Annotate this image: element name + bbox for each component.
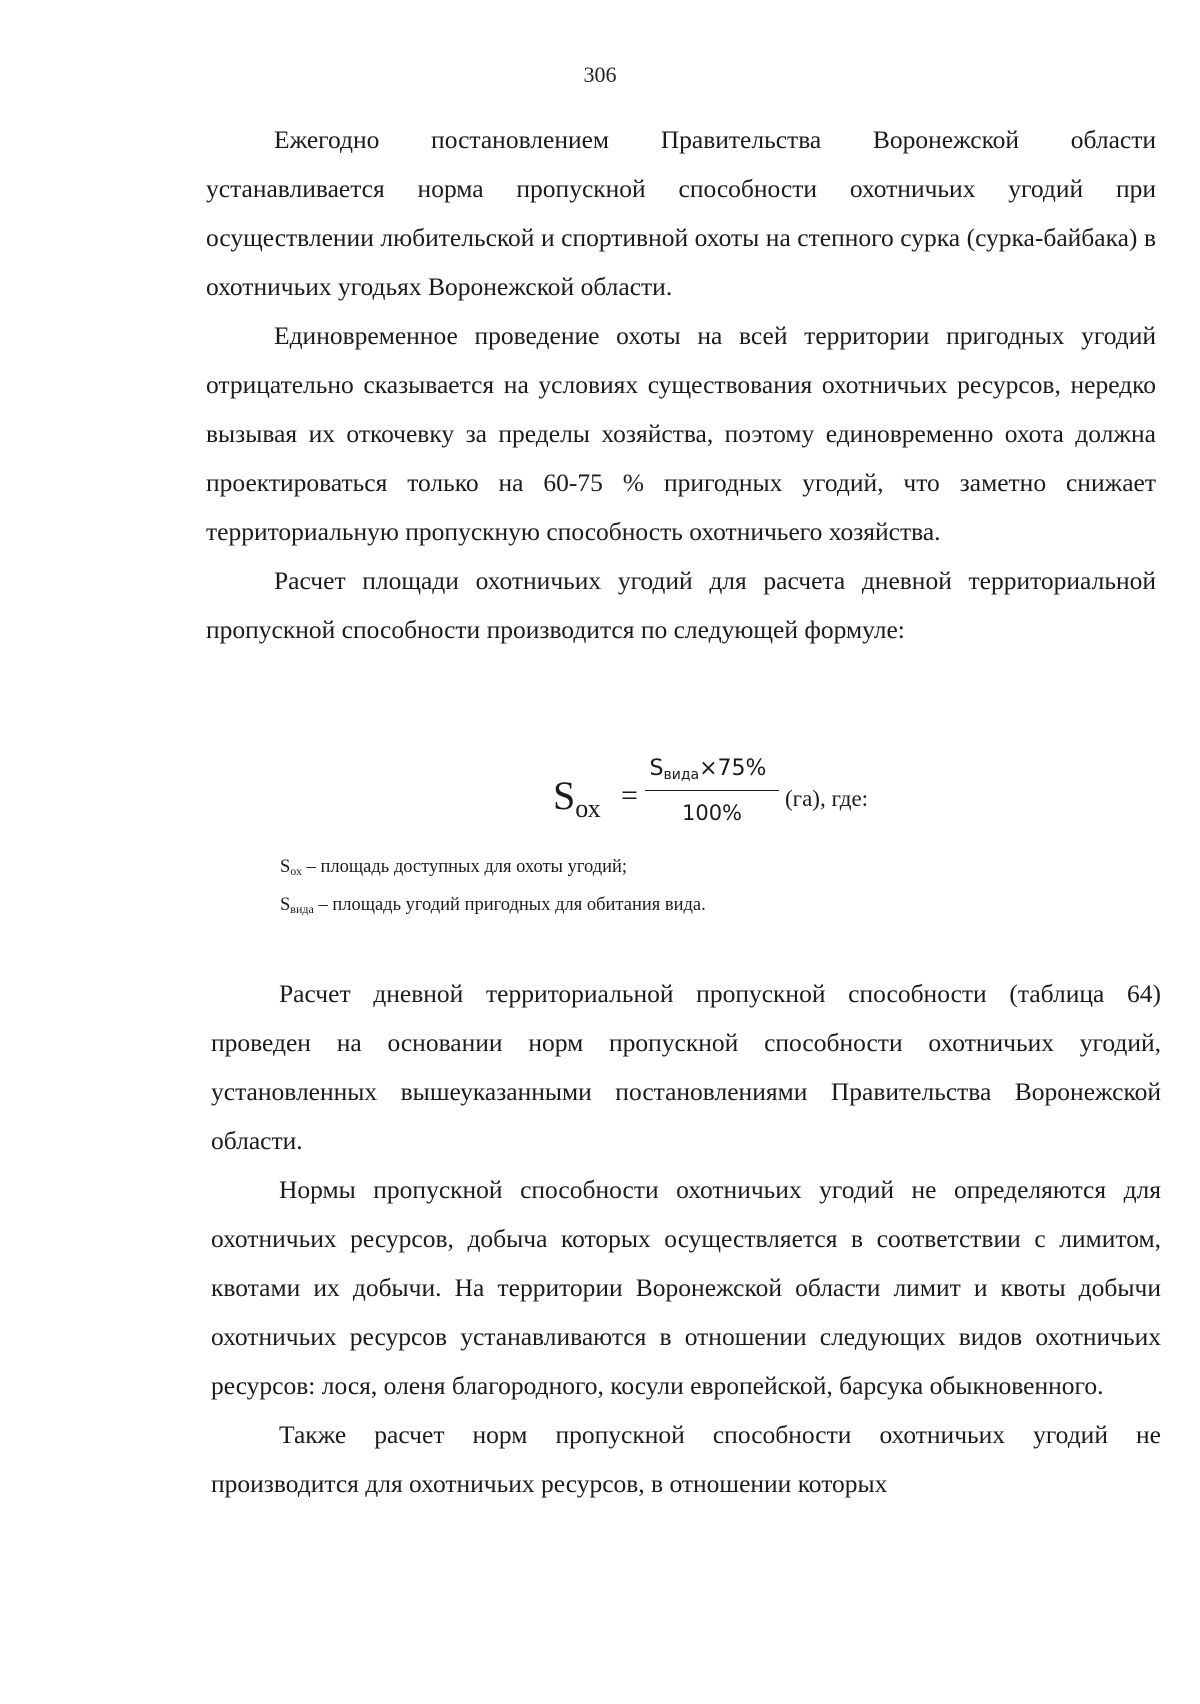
legend-subscript: ох	[290, 864, 302, 878]
formula-legend	[280, 850, 706, 926]
legend-text: – площадь доступных для охоты угодий;	[302, 857, 628, 877]
formula-denominator: 100%	[681, 801, 743, 825]
paragraph-also-not-calculated: Также расчет норм пропускной способности охотничьих угодий не производится для охотничьих ресурсов, в отношении которых	[211, 1420, 1161, 1498]
text-block-top	[206, 115, 1156, 654]
paragraph-daily-capacity: Расчет дневной территориальной пропускной способности (таблица 64) проведен на основании норм пропускной способности охотничьих угодий, установленных вышеуказанными постановлениями Правительства Воронежской области.	[211, 979, 1161, 1155]
formula-numerator	[643, 754, 773, 790]
formula-numerator-subscript: вида	[663, 767, 700, 783]
legend-subscript: вида	[290, 902, 314, 916]
formula-fraction-bar	[645, 790, 779, 791]
formula-numerator-symbol: S	[649, 756, 664, 781]
paragraph-quota-norms: Нормы пропускной способности охотничьих угодий не определяются для охотничьих ресурсов, добыча которых осуществляется в соответствии с лимитом, квотами их добычи. На территории Воронежской области лимит и квоты добычи охотничьих ресурсов устанавливаются в отношении следующих видов охотничьих ресурсов: лося, оленя благородного, косули европейской, барсука обыкновенного.	[211, 1175, 1161, 1400]
area-formula	[553, 754, 973, 840]
paragraph-simultaneous-hunting: Единовременное проведение охоты на всей территории пригодных угодий отрицательно сказывается на условиях существования охотничьих ресурсов, нередко вызывая их откочевку за пределы хозяйства, поэтому единовременно охота должна проектироваться только на 60-75 % пригодных угодий, что заметно снижает территориальную пропускную способность охотничьего хозяйства.	[206, 321, 1156, 546]
legend-symbol: S	[280, 895, 291, 915]
formula-lhs	[553, 774, 601, 831]
paragraph-hunting-norm: Ежегодно постановлением Правительства Воронежской области устанавливается норма пропускной способности охотничьих угодий при осуществлении любительской и спортивной охоты на степного сурка (сурка-байбака) в охотничьих угодьях Воронежской области.	[206, 125, 1156, 301]
text-block-bottom	[211, 969, 1161, 1508]
legend-item-s-oh	[280, 850, 706, 888]
legend-text: – площадь угодий пригодных для обитания вида.	[313, 895, 706, 915]
formula-lhs-subscript: ох	[575, 794, 601, 823]
formula-equals: =	[621, 779, 638, 812]
legend-item-s-vida	[280, 888, 706, 926]
page-number: 306	[583, 62, 617, 87]
legend-symbol: S	[280, 857, 291, 877]
formula-numerator-rest: ×75%	[699, 756, 767, 781]
formula-lhs-symbol: S	[553, 773, 576, 818]
formula-tail: (га), где:	[785, 786, 869, 811]
paragraph-area-calculation: Расчет площади охотничьих угодий для расчета дневной территориальной пропускной способности производится по следующей формуле:	[206, 566, 1156, 644]
